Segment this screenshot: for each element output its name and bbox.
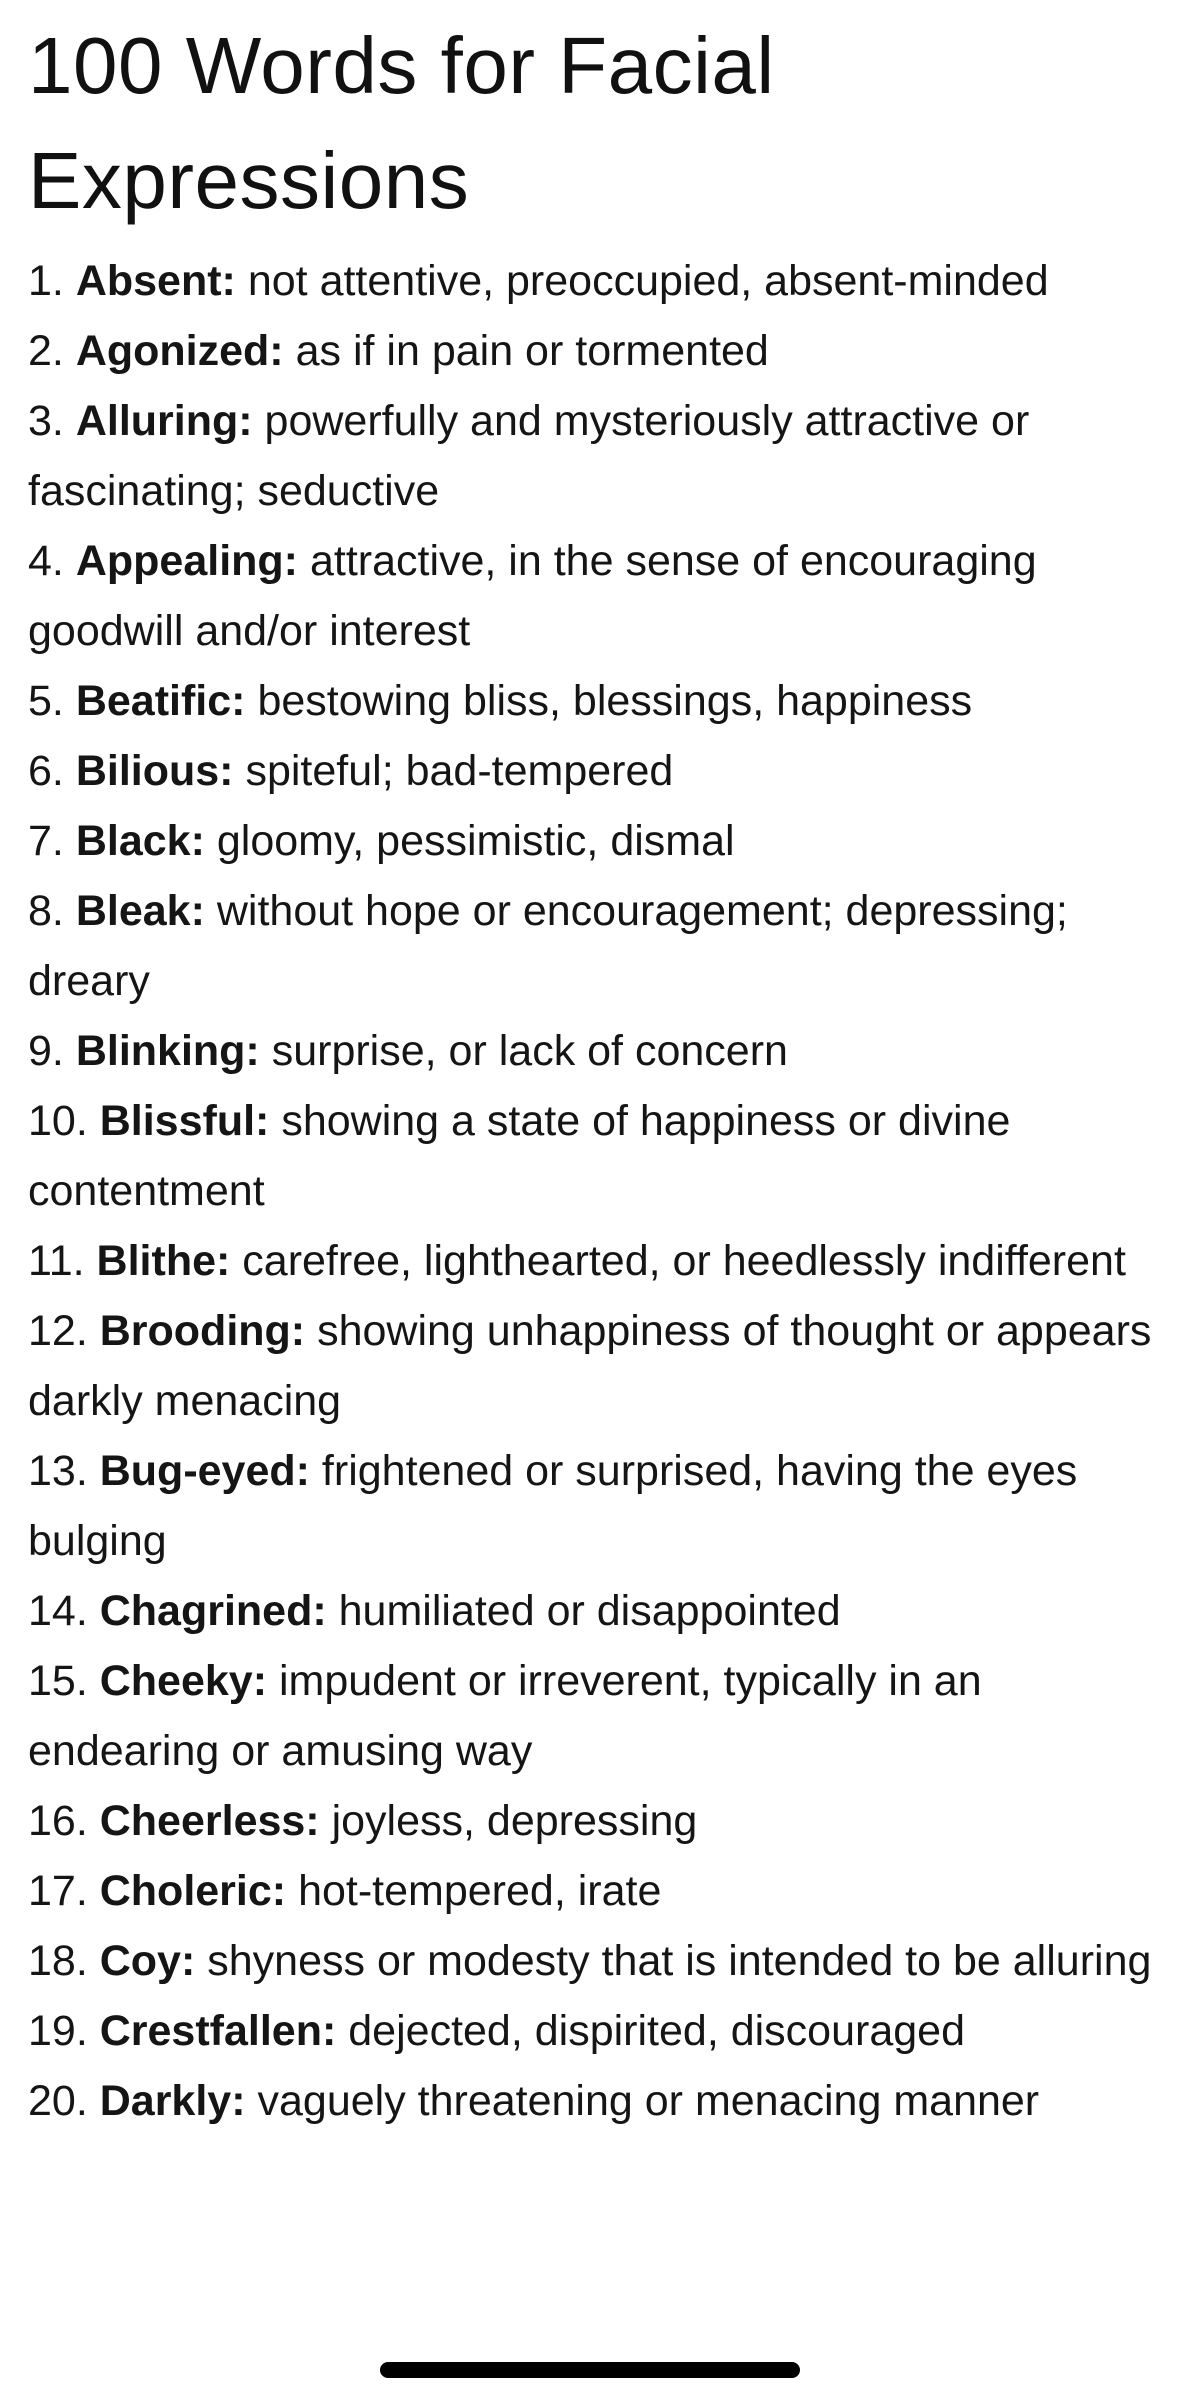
entry-term: Alluring: [75,397,253,445]
entry-number: 19. [28,2007,88,2055]
list-item [28,316,1158,386]
entry-number: 2. [28,327,64,375]
entry-number: 8. [28,887,64,935]
entry-number: 15. [28,1657,88,1705]
entry-definition: carefree, lighthearted, or heedlessly indifferent [242,1237,1126,1285]
entry-definition: bestowing bliss, blessings, happiness [257,677,973,725]
entry-term: Cheeky: [99,1657,268,1705]
entry-term: Brooding: [99,1307,306,1355]
entry-number: 14. [28,1587,88,1635]
entry-number: 1. [28,257,64,305]
entry-definition: impudent or irreverent, typically in an endearing or amusing way [28,1657,982,1775]
entry-number: 13. [28,1447,88,1495]
word-list [28,246,1158,2136]
entry-number: 6. [28,747,64,795]
entry-term: Bilious: [75,747,234,795]
entry-definition: frightened or surprised, having the eyes bulging [28,1447,1078,1565]
entry-term: Appealing: [75,537,298,585]
page-title: 100 Words for Facial Expressions [28,21,775,225]
entry-term: Choleric: [99,1867,287,1915]
entry-definition: without hope or encouragement; depressing; dreary [28,887,1068,1005]
entry-definition: not attentive, preoccupied, absent-minded [247,257,1049,305]
list-item [28,736,1158,806]
list-item [28,1856,1158,1926]
list-item [28,1926,1158,1996]
entry-number: 11. [28,1237,85,1285]
entry-definition: gloomy, pessimistic, dismal [216,817,735,865]
entry-term: Bleak: [75,887,205,935]
entry-definition: vaguely threatening or menacing manner [257,2077,1040,2125]
list-item [28,1576,1158,1646]
entry-definition: shyness or modesty that is intended to be alluring [207,1937,1152,1985]
list-item [28,1296,1158,1436]
entry-definition: hot-tempered, irate [298,1867,662,1915]
entry-number: 17. [28,1867,88,1915]
list-item [28,386,1158,526]
entry-number: 4. [28,537,64,585]
entry-definition: humiliated or disappointed [338,1587,841,1635]
list-item [28,666,1158,736]
list-item [28,1016,1158,1086]
entry-term: Beatific: [75,677,246,725]
entry-definition: surprise, or lack of concern [271,1027,788,1075]
entry-term: Darkly: [99,2077,246,2125]
list-item [28,1226,1158,1296]
entry-definition: attractive, in the sense of encouraging goodwill and/or interest [28,537,1037,655]
entry-term: Coy: [99,1937,196,1985]
entry-term: Chagrined: [99,1587,327,1635]
list-item [28,1646,1158,1786]
entry-term: Blinking: [75,1027,260,1075]
entry-term: Cheerless: [99,1797,320,1845]
entry-number: 3. [28,397,64,445]
list-item [28,1786,1158,1856]
entry-definition: dejected, dispirited, discouraged [348,2007,965,2055]
article [28,0,1158,2136]
list-item [28,1086,1158,1226]
list-item [28,1996,1158,2066]
entry-term: Black: [75,817,205,865]
entry-number: 18. [28,1937,88,1985]
entry-number: 12. [28,1307,88,1355]
entry-definition: joyless, depressing [331,1797,698,1845]
entry-number: 5. [28,677,64,725]
entry-number: 20. [28,2077,88,2125]
entry-definition: showing a state of happiness or divine contentment [28,1097,1011,1215]
entry-definition: spiteful; bad-tempered [245,747,674,795]
entry-number: 9. [28,1027,64,1075]
list-item [28,876,1158,1016]
list-item [28,246,1158,316]
home-indicator[interactable] [380,2362,800,2378]
entry-number: 7. [28,817,64,865]
entry-term: Absent: [75,257,236,305]
entry-number: 16. [28,1797,88,1845]
entry-term: Blithe: [96,1237,231,1285]
entry-term: Crestfallen: [99,2007,337,2055]
entry-definition: powerfully and mysteriously attractive or fascinating; seductive [28,397,1030,515]
entry-number: 10. [28,1097,88,1145]
entry-definition: as if in pain or tormented [295,327,769,375]
entry-definition: showing unhappiness of thought or appears darkly menacing [28,1307,1152,1425]
entry-term: Bug-eyed: [99,1447,310,1495]
entry-term: Agonized: [75,327,284,375]
entry-term: Blissful: [99,1097,270,1145]
list-item [28,526,1158,666]
list-item [28,1436,1158,1576]
list-item [28,806,1158,876]
list-item [28,2066,1158,2136]
